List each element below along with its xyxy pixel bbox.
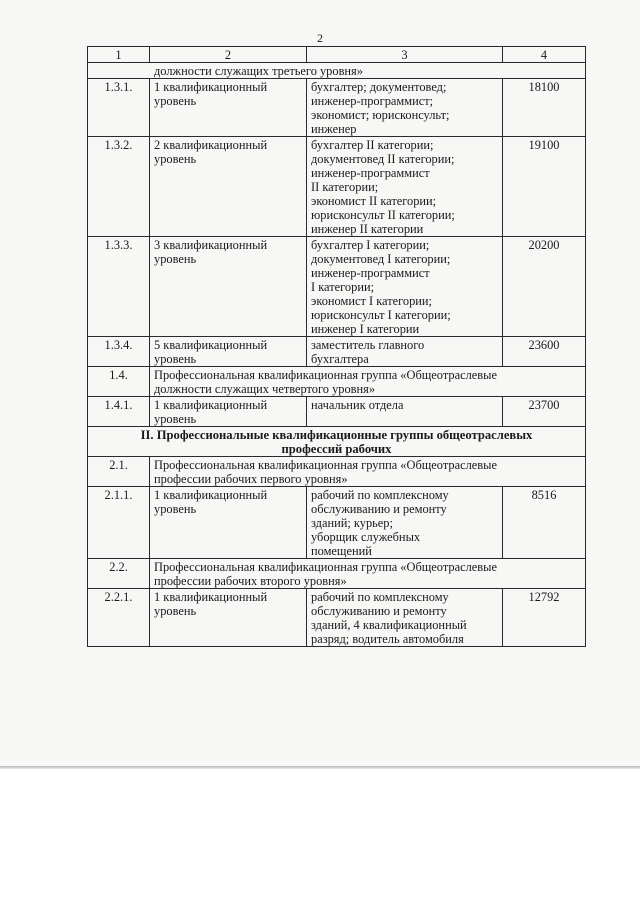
positions-list: начальник отдела xyxy=(307,397,503,427)
salary-value: 23700 xyxy=(503,397,586,427)
row-code: 2.2. xyxy=(88,559,150,589)
row-code: 1.3.4. xyxy=(88,337,150,367)
positions-list: заместитель главного бухгалтера xyxy=(307,337,503,367)
salary-value: 20200 xyxy=(503,237,586,337)
column-header: 2 xyxy=(150,47,307,63)
positions-list: бухгалтер II категории; документовед II категории; инженер-программист II категории; экономист II категории; юрисконсульт II категории; инженер II категории xyxy=(307,137,503,237)
group-title: Профессиональная квалификационная группа «Общеотраслевые профессии рабочих второго уровня» xyxy=(150,559,586,589)
row-code: 1.4. xyxy=(88,367,150,397)
column-header: 3 xyxy=(307,47,503,63)
qualification-level: 1 квалификационный уровень xyxy=(150,397,307,427)
table-row xyxy=(88,487,586,559)
table-row xyxy=(88,63,586,79)
row-code: 1.3.2. xyxy=(88,137,150,237)
qualification-level: 1 квалификационный уровень xyxy=(150,589,307,647)
qualification-table xyxy=(87,46,586,647)
row-code: 1.3.1. xyxy=(88,79,150,137)
section-title: II. Профессиональные квалификационные группы общеотраслевых профессий рабочих xyxy=(88,427,586,457)
table-row xyxy=(88,137,586,237)
column-header: 1 xyxy=(88,47,150,63)
salary-value: 8516 xyxy=(503,487,586,559)
qualification-level: 2 квалификационный уровень xyxy=(150,137,307,237)
group-row xyxy=(88,457,586,487)
qualification-level: 1 квалификационный уровень xyxy=(150,79,307,137)
table-row xyxy=(88,237,586,337)
row-code: 1.3.3. xyxy=(88,237,150,337)
column-header: 4 xyxy=(503,47,586,63)
qualification-level: 3 квалификационный уровень xyxy=(150,237,307,337)
row-code: 1.4.1. xyxy=(88,397,150,427)
qualification-level: 1 квалификационный уровень xyxy=(150,487,307,559)
scan-edge xyxy=(0,766,640,769)
section-row xyxy=(88,427,586,457)
salary-value: 18100 xyxy=(503,79,586,137)
salary-value: 23600 xyxy=(503,337,586,367)
group-row xyxy=(88,367,586,397)
table-row xyxy=(88,79,586,137)
group-title: Профессиональная квалификационная группа «Общеотраслевые должности служащих четвертого уровня» xyxy=(150,367,586,397)
qualification-level: 5 квалификационный уровень xyxy=(150,337,307,367)
positions-list: бухгалтер; документовед; инженер-программист; экономист; юрисконсульт; инженер xyxy=(307,79,503,137)
positions-list: бухгалтер I категории; документовед I категории; инженер-программист I категории; экономист I категории; юрисконсульт I категории; инженер I категории xyxy=(307,237,503,337)
table-row xyxy=(88,397,586,427)
continued-group-text: должности служащих третьего уровня» xyxy=(88,63,586,79)
row-code: 2.2.1. xyxy=(88,589,150,647)
row-code: 2.1.1. xyxy=(88,487,150,559)
page-number: 2 xyxy=(317,31,323,45)
group-title: Профессиональная квалификационная группа «Общеотраслевые профессии рабочих первого уровня» xyxy=(150,457,586,487)
table-row xyxy=(88,589,586,647)
salary-value: 19100 xyxy=(503,137,586,237)
positions-list: рабочий по комплексному обслуживанию и ремонту зданий; курьер; уборщик служебных помещений xyxy=(307,487,503,559)
salary-value: 12792 xyxy=(503,589,586,647)
row-code: 2.1. xyxy=(88,457,150,487)
table-header-row xyxy=(88,47,586,63)
positions-list: рабочий по комплексному обслуживанию и ремонту зданий, 4 квалификационный разряд; водитель автомобиля xyxy=(307,589,503,647)
group-row xyxy=(88,559,586,589)
table-row xyxy=(88,337,586,367)
